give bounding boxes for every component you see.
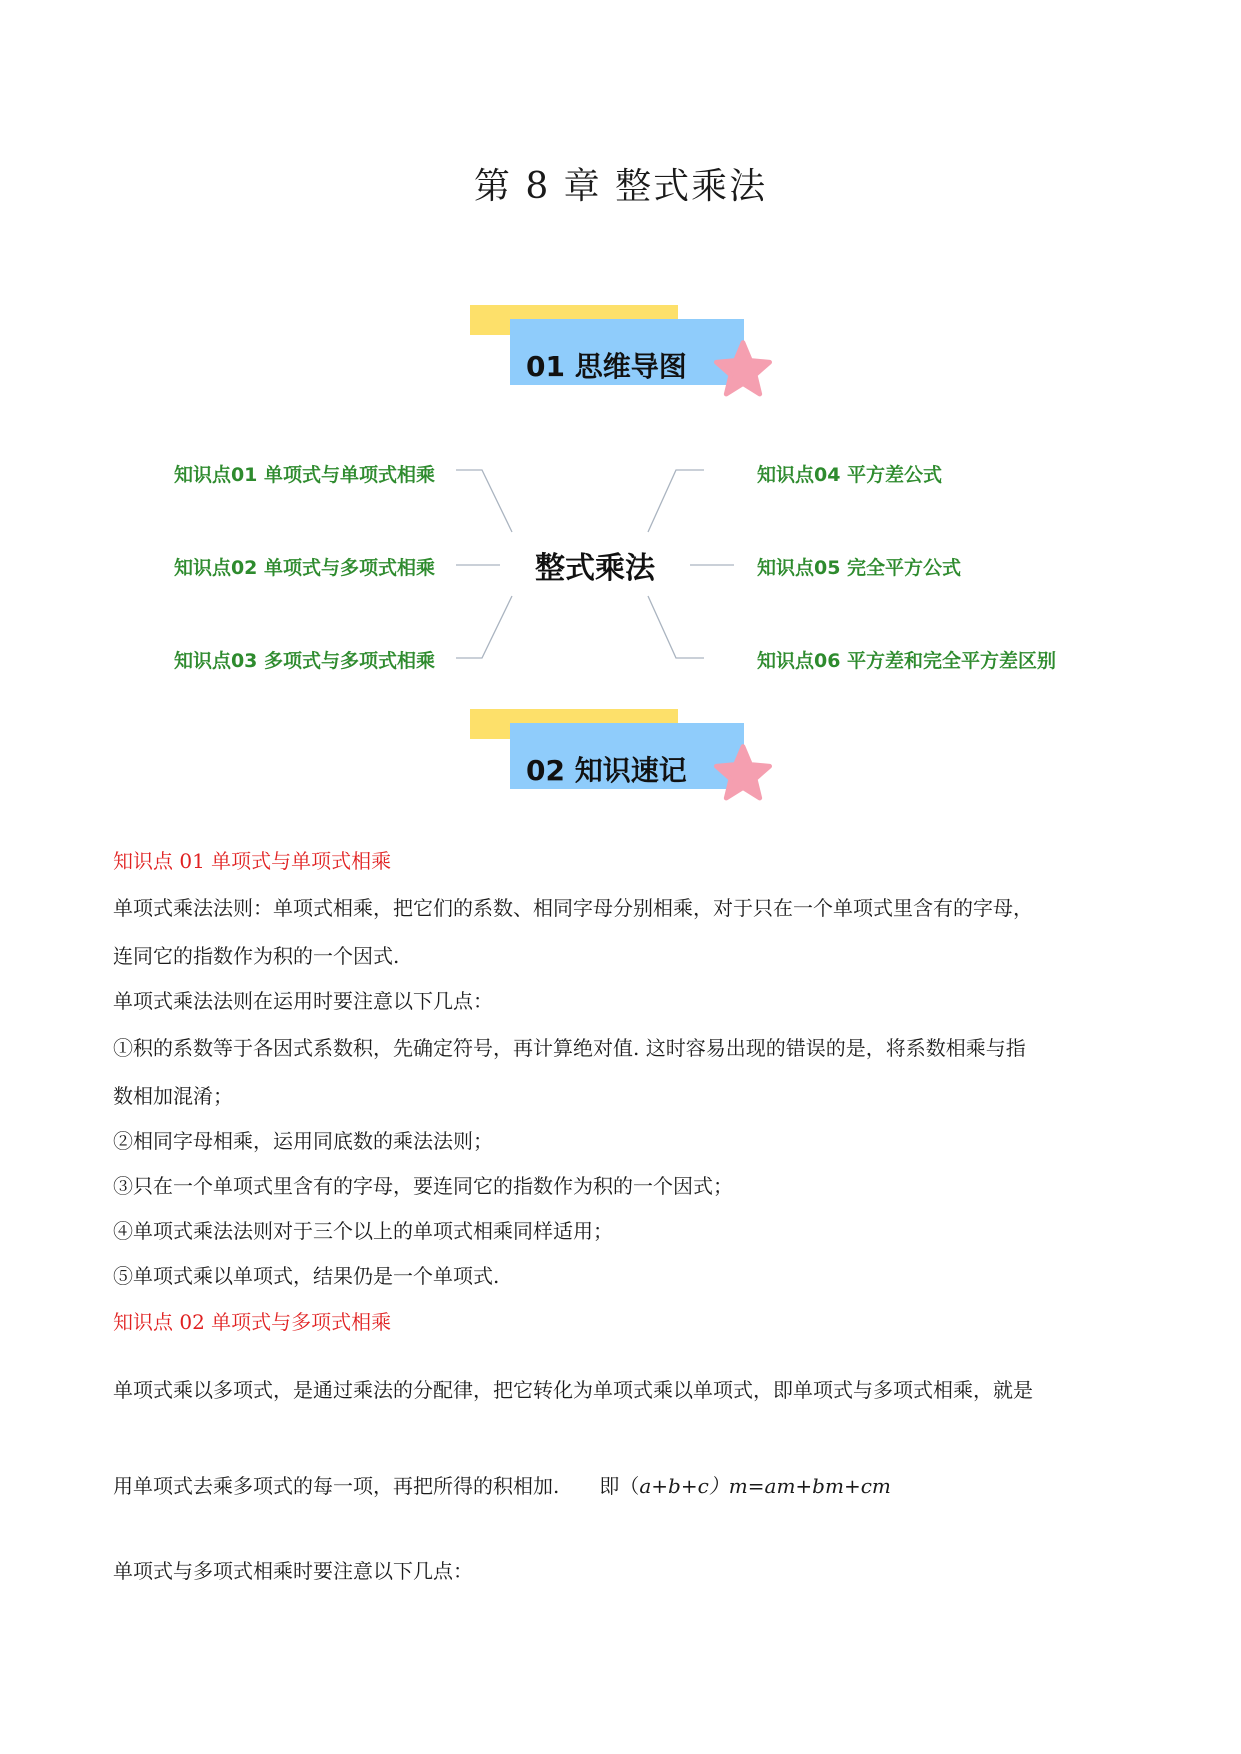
text-line: ③只在一个单项式里含有的字母，要连同它的指数作为积的一个因式； [113, 1174, 733, 1198]
text-line: ②相同字母相乘，运用同底数的乘法法则； [113, 1129, 493, 1153]
mind-map-node: 知识点02 单项式与多项式相乘 [173, 557, 435, 579]
mind-map-node: 知识点04 平方差公式 [757, 464, 943, 486]
text-line: ④单项式乘法法则对于三个以上的单项式相乘同样适用； [113, 1219, 613, 1243]
section-banner-mindmap [470, 305, 770, 405]
formula: a+b+c）m=am+bm+cm [639, 1474, 891, 1498]
text-line: 数相加混淆； [113, 1084, 233, 1108]
kp02-heading: 知识点 02 单项式与多项式相乘 [113, 1310, 392, 1334]
text-line: ①积的系数等于各因式系数积，先确定符号，再计算绝对值. 这时容易出现的错误的是，将系数相乘与指 [113, 1036, 1026, 1060]
text-line: ⑤单项式乘以单项式，结果仍是一个单项式. [113, 1264, 500, 1288]
mind-map-center: 整式乘法 [535, 551, 655, 586]
text-line: 单项式乘法法则在运用时要注意以下几点： [113, 989, 493, 1013]
text-line: 单项式乘法法则：单项式相乘，把它们的系数、相同字母分别相乘，对于只在一个单项式里含有的字母， [113, 896, 1033, 920]
star-icon [714, 339, 772, 397]
mind-map-node: 知识点06 平方差和完全平方差区别 [757, 650, 1057, 672]
mind-map-node: 知识点03 多项式与多项式相乘 [173, 650, 435, 672]
text-segment: 用单项式去乘多项式的每一项，再把所得的积相加. [113, 1474, 560, 1498]
mind-map-node: 知识点05 完全平方公式 [757, 557, 962, 579]
section-label: 02 知识速记 [526, 754, 687, 787]
chapter-title: 第 8 章 整式乘法 [473, 166, 768, 207]
text-line: 单项式乘以多项式，是通过乘法的分配律，把它转化为单项式乘以单项式，即单项式与多项式相乘，就是 [113, 1378, 1033, 1402]
section-label: 01 思维导图 [526, 350, 687, 383]
text-line: 单项式与多项式相乘时要注意以下几点： [113, 1559, 473, 1583]
section-banner-notes [470, 709, 770, 809]
mind-map [0, 440, 1241, 690]
mind-map-node: 知识点01 单项式与单项式相乘 [173, 464, 435, 486]
formula-prefix: 即（ [599, 1474, 640, 1498]
text-line-with-formula [113, 1470, 1133, 1499]
kp01-heading: 知识点 01 单项式与单项式相乘 [113, 849, 392, 873]
star-icon [714, 743, 772, 801]
text-line: 连同它的指数作为积的一个因式. [113, 944, 400, 968]
